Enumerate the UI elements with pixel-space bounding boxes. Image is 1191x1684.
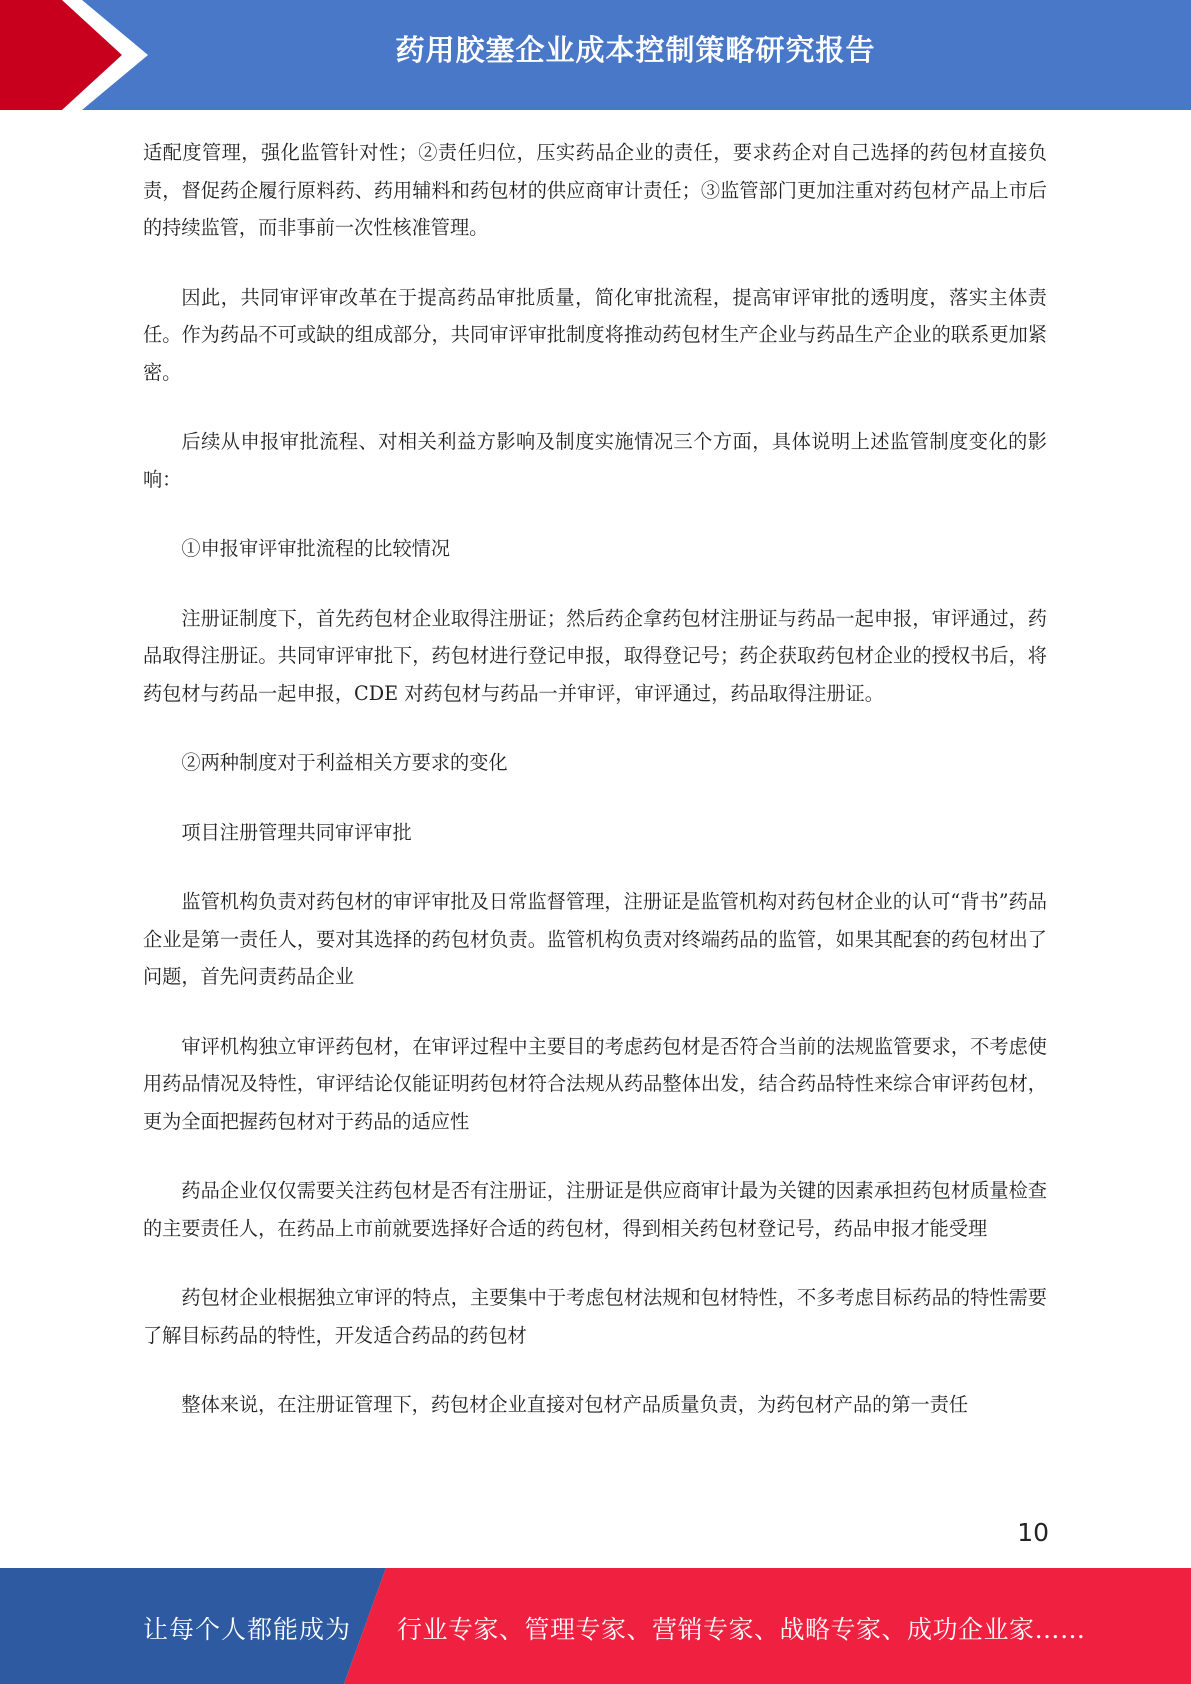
body-text	[143, 134, 1047, 1456]
paragraph: 监管机构负责对药包材的审评审批及日常监督管理，注册证是监管机构对药包材企业的认可“背书”药品企业是第一责任人，要对其选择的药包材负责。监管机构负责对终端药品的监管，如果其配套的药包材出了问题，首先问责药品企业	[143, 890, 1047, 988]
paragraph: 后续从申报审批流程、对相关利益方影响及制度实施情况三个方面，具体说明上述监管制度变化的影响：	[143, 430, 1047, 491]
paragraph: 药包材企业根据独立审评的特点，主要集中于考虑包材法规和包材特性，不多考虑目标药品的特性需要了解目标药品的特性，开发适合药品的药包材	[143, 1286, 1047, 1347]
document-title: 药用胶塞企业成本控制策略研究报告	[395, 33, 876, 67]
paragraph: 因此，共同审评审改革在于提高药品审批质量，简化审批流程，提高审评审批的透明度，落实主体责任。作为药品不可或缺的组成部分，共同审评审批制度将推动药包材生产企业与药品生产企业的联系更加紧密。	[143, 285, 1047, 384]
paragraph: 审评机构独立审评药包材，在审评过程中主要目的考虑药包材是否符合当前的法规监管要求，不考虑使用药品情况及特性，审评结论仅能证明药包材符合法规从药品整体出发，结合药品特性来综合审评药包材，更为全面把握药包材对于药品的适应性	[143, 1034, 1047, 1133]
section-heading: ②两种制度对于利益相关方要求的变化	[181, 751, 508, 774]
section-heading: ①申报审评审批流程的比较情况	[181, 537, 451, 560]
page-footer	[0, 1568, 1191, 1684]
paragraph: 注册证制度下，首先药包材企业取得注册证；然后药企拿药包材注册证与药品一起申报，审评通过，药品取得注册证。共同审评审批下，药包材进行登记申报，取得登记号；药企获取药包材企业的授权书后，将药包材与药品一起申报，CDE 对药包材与药品一并审评，审评通过，药品取得注册证。	[143, 606, 1047, 705]
paragraph: 适配度管理，强化监管针对性；②责任归位，压实药品企业的责任，要求药企对自己选择的药包材直接负责，督促药企履行原料药、药用辅料和药包材的供应商审计责任；③监管部门更加注重对药包材产品上市后的持续监管，而非事前一次性核准管理。	[143, 141, 1047, 239]
footer-slogan-right: 行业专家、管理专家、营销专家、战略专家、成功企业家……	[397, 1615, 1086, 1644]
page-number: 10	[1017, 1518, 1049, 1547]
paragraph: 整体来说，在注册证管理下，药包材企业直接对包材产品质量负责，为药包材产品的第一责任	[181, 1393, 969, 1416]
table-header-line: 项目注册管理共同审评审批	[181, 820, 412, 844]
paragraph: 药品企业仅仅需要关注药包材是否有注册证，注册证是供应商审计最为关键的因素承担药包材质量检查的主要责任人，在药品上市前就要选择好合适的药包材，得到相关药包材登记号，药品申报才能受理	[143, 1179, 1047, 1240]
footer-slogan-left: 让每个人都能成为	[143, 1615, 352, 1644]
page-header	[0, 0, 1191, 110]
